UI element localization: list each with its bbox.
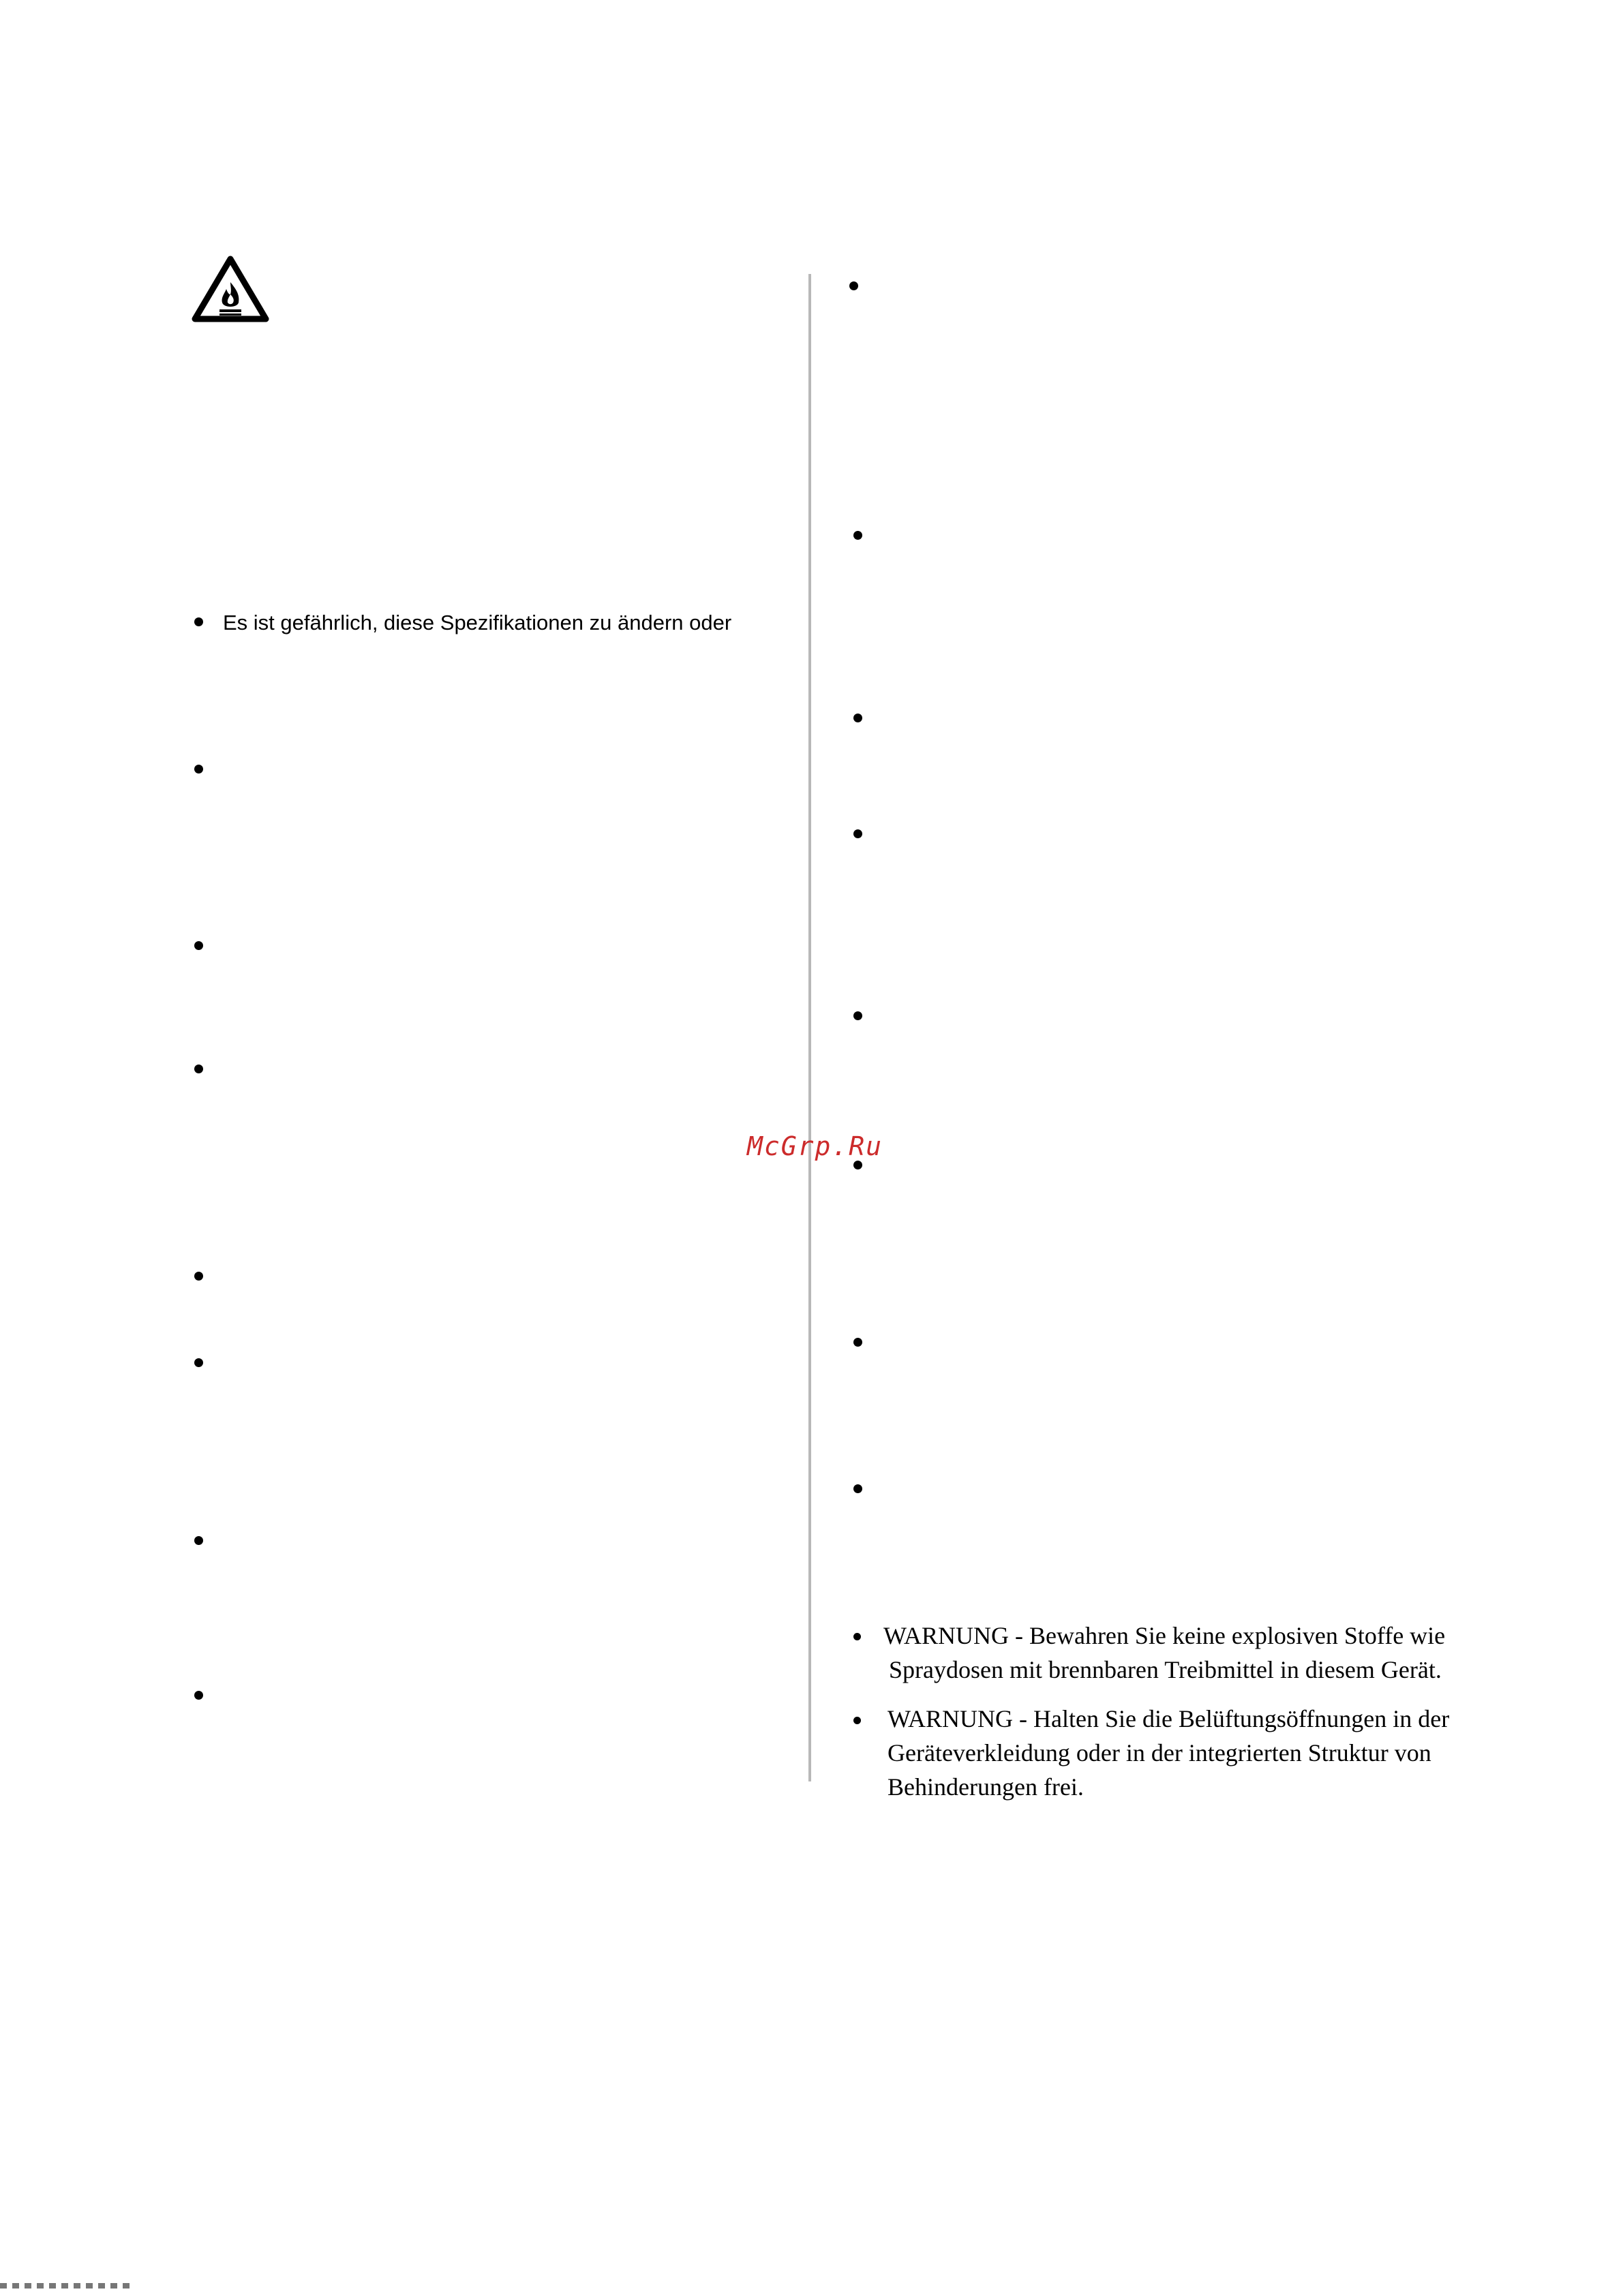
bullet: [853, 714, 862, 722]
bullet: [853, 1484, 862, 1493]
column-divider: [808, 274, 811, 1781]
bullet: [194, 765, 203, 774]
warning-ventilation-openings: [888, 1702, 1501, 1804]
list-item-text: Es ist gefährlich, diese Spezifikationen zu ändern oder: [223, 611, 732, 634]
bullet: [194, 1536, 203, 1545]
bullet: [194, 1065, 203, 1073]
bullet: [849, 281, 858, 290]
flammable-warning-icon: [191, 255, 270, 323]
bullet: [194, 1358, 203, 1367]
warning-line: WARNUNG - Halten Sie die Belüftungsöffnungen in der: [888, 1705, 1450, 1732]
bullet: [853, 531, 862, 540]
watermark-text: McGrp.Ru: [747, 1131, 883, 1161]
warning-explosive-substances: [883, 1619, 1497, 1687]
bullet: [194, 941, 203, 950]
bullet: [853, 1717, 861, 1724]
bullet: [853, 1633, 861, 1640]
bullet: [853, 829, 862, 838]
footer-artifact: [0, 2283, 130, 2289]
bullet: [853, 1161, 862, 1169]
warning-line: Behinderungen frei.: [888, 1773, 1084, 1801]
bullet: [853, 1011, 862, 1020]
warning-line: WARNUNG - Bewahren Sie keine explosiven Stoffe wie: [883, 1622, 1446, 1649]
warning-line: Geräteverkleidung oder in der integrierten Struktur von: [888, 1739, 1431, 1766]
bullet: [194, 617, 203, 626]
bullet: [853, 1338, 862, 1347]
warning-line: Spraydosen mit brennbaren Treibmittel in diesem Gerät.: [889, 1656, 1442, 1683]
bullet: [194, 1691, 203, 1700]
bullet: [194, 1272, 203, 1281]
